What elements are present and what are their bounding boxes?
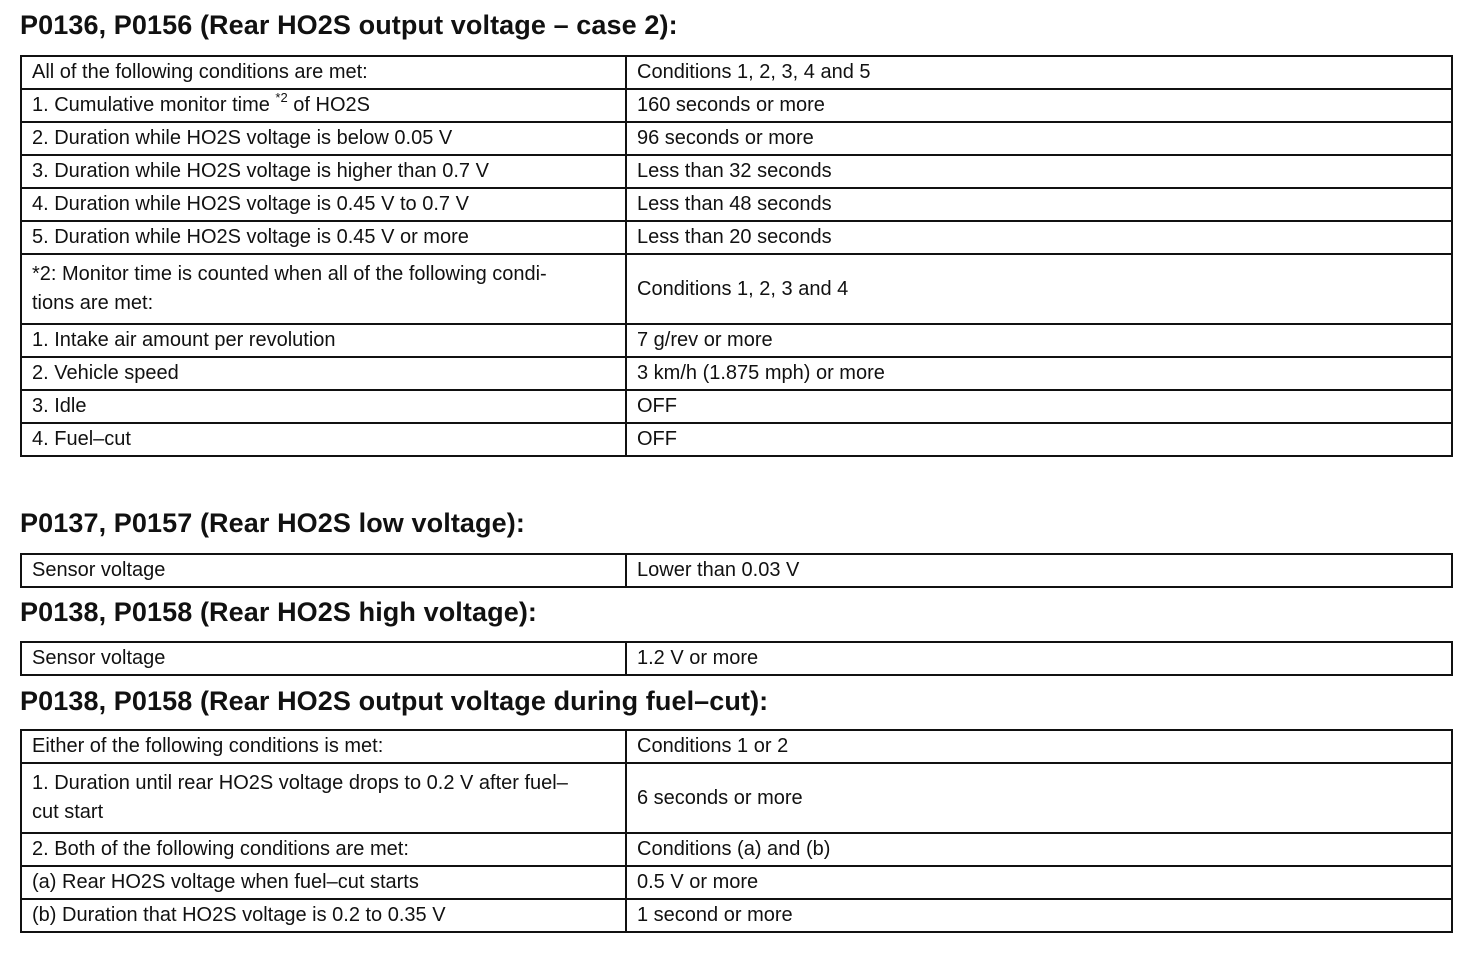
condition-value: Less than 32 seconds bbox=[626, 155, 1452, 188]
table-row bbox=[21, 730, 1452, 763]
condition-label: Sensor voltage bbox=[21, 642, 626, 675]
condition-label bbox=[21, 763, 626, 833]
condition-value: 6 seconds or more bbox=[626, 763, 1452, 833]
label-line: 1. Duration until rear HO2S voltage drops to 0.2 V after fuel– bbox=[32, 772, 568, 794]
table-row bbox=[21, 833, 1452, 866]
condition-label: (a) Rear HO2S voltage when fuel–cut starts bbox=[21, 866, 626, 899]
condition-label: Either of the following conditions is met: bbox=[21, 730, 626, 763]
section-title-p0138-fuel-cut: P0138, P0158 (Rear HO2S output voltage during fuel–cut): bbox=[20, 686, 769, 716]
condition-label: All of the following conditions are met: bbox=[21, 56, 626, 89]
condition-label: 2. Vehicle speed bbox=[21, 357, 626, 390]
condition-value: 160 seconds or more bbox=[626, 89, 1452, 122]
label-line: *2: Monitor time is counted when all of the following condi- bbox=[32, 263, 547, 285]
condition-label: 1. Intake air amount per revolution bbox=[21, 324, 626, 357]
table-p0138-high-conditions bbox=[20, 641, 1453, 676]
condition-label bbox=[21, 254, 626, 324]
table-row bbox=[21, 866, 1452, 899]
condition-label: 4. Duration while HO2S voltage is 0.45 V to 0.7 V bbox=[21, 188, 626, 221]
condition-value: Conditions (a) and (b) bbox=[626, 833, 1452, 866]
condition-value: Conditions 1 or 2 bbox=[626, 730, 1452, 763]
condition-label: 4. Fuel–cut bbox=[21, 423, 626, 456]
condition-label: 3. Duration while HO2S voltage is higher than 0.7 V bbox=[21, 155, 626, 188]
table-row bbox=[21, 89, 1452, 122]
table-row bbox=[21, 56, 1452, 89]
section-title-p0137: P0137, P0157 (Rear HO2S low voltage): bbox=[20, 508, 525, 538]
condition-label: 2. Duration while HO2S voltage is below 0.05 V bbox=[21, 122, 626, 155]
table-p0138-fuel-cut-conditions bbox=[20, 729, 1453, 933]
table-p0136-conditions bbox=[20, 55, 1453, 457]
condition-label: (b) Duration that HO2S voltage is 0.2 to 0.35 V bbox=[21, 899, 626, 932]
condition-value: 1 second or more bbox=[626, 899, 1452, 932]
condition-label: Sensor voltage bbox=[21, 554, 626, 587]
table-row bbox=[21, 554, 1452, 587]
table-row bbox=[21, 155, 1452, 188]
condition-value: Lower than 0.03 V bbox=[626, 554, 1452, 587]
condition-value: OFF bbox=[626, 390, 1452, 423]
table-row bbox=[21, 122, 1452, 155]
condition-value: 7 g/rev or more bbox=[626, 324, 1452, 357]
condition-label: 3. Idle bbox=[21, 390, 626, 423]
section-title-p0138-high: P0138, P0158 (Rear HO2S high voltage): bbox=[20, 597, 537, 627]
condition-value: Less than 48 seconds bbox=[626, 188, 1452, 221]
condition-value: OFF bbox=[626, 423, 1452, 456]
section-title-p0136: P0136, P0156 (Rear HO2S output voltage – case 2): bbox=[20, 10, 678, 40]
condition-value: Conditions 1, 2, 3, 4 and 5 bbox=[626, 56, 1452, 89]
table-row bbox=[21, 221, 1452, 254]
condition-label: 2. Both of the following conditions are met: bbox=[21, 833, 626, 866]
footnote-marker: *2 bbox=[275, 90, 288, 105]
label-line: tions are met: bbox=[32, 292, 154, 314]
condition-value: Less than 20 seconds bbox=[626, 221, 1452, 254]
table-row bbox=[21, 642, 1452, 675]
table-row bbox=[21, 357, 1452, 390]
table-p0137-conditions bbox=[20, 553, 1453, 588]
table-row bbox=[21, 899, 1452, 932]
condition-label: 5. Duration while HO2S voltage is 0.45 V or more bbox=[21, 221, 626, 254]
condition-label bbox=[21, 89, 626, 122]
condition-value: 0.5 V or more bbox=[626, 866, 1452, 899]
condition-value: 1.2 V or more bbox=[626, 642, 1452, 675]
table-row bbox=[21, 390, 1452, 423]
table-row bbox=[21, 254, 1452, 324]
label-text: of HO2S bbox=[287, 94, 370, 116]
label-line: cut start bbox=[32, 801, 104, 823]
table-row bbox=[21, 423, 1452, 456]
condition-value: Conditions 1, 2, 3 and 4 bbox=[626, 254, 1452, 324]
label-text: 1. Cumulative monitor time bbox=[32, 94, 276, 116]
condition-value: 3 km/h (1.875 mph) or more bbox=[626, 357, 1452, 390]
table-row bbox=[21, 324, 1452, 357]
table-row bbox=[21, 188, 1452, 221]
table-row bbox=[21, 763, 1452, 833]
condition-value: 96 seconds or more bbox=[626, 122, 1452, 155]
